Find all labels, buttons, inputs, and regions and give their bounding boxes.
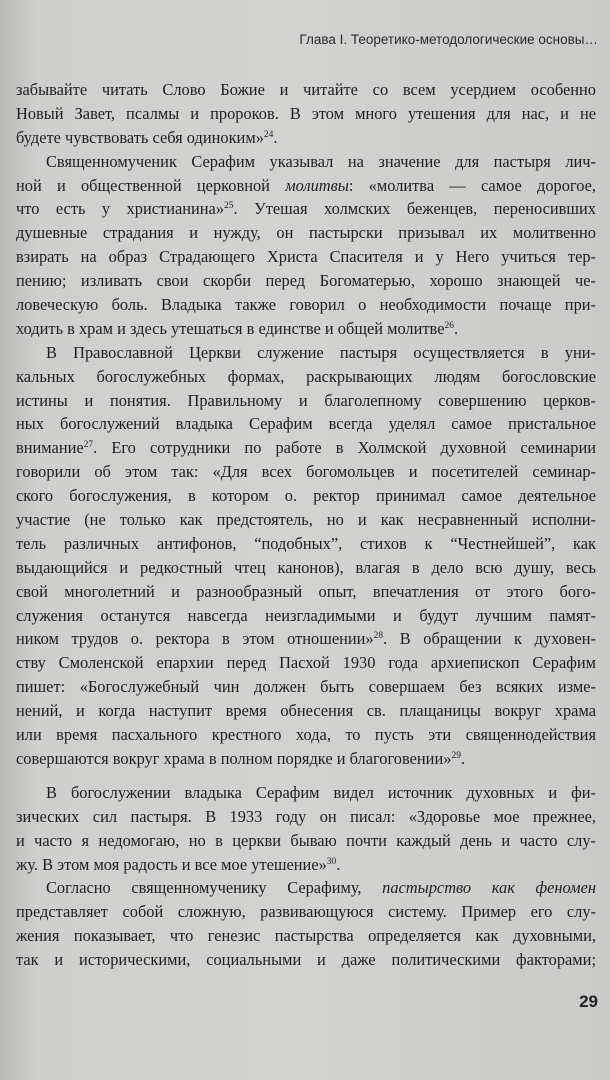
text-run: . Его сотрудники по работе в Холмской духовной семинарии (93, 438, 596, 458)
paragraph (16, 781, 596, 877)
text-line (16, 723, 596, 747)
text-run: забывайте читать Слово Божие и читайте со всем усердием особенно (16, 80, 596, 99)
text-run: Священномученик Серафим указывал на значение для пастыря лич- (46, 151, 596, 171)
paragraph (16, 341, 596, 771)
body-text (16, 78, 596, 972)
text-run: . (273, 127, 278, 147)
text-run: служения останутся навсегда неизгладимыми и будут лучшим памят- (16, 605, 596, 625)
text-line (16, 269, 596, 293)
text-run: пению; изливать свои скорби перед Богоматерью, хорошо знающей че- (16, 271, 596, 291)
text-run: . (453, 318, 459, 338)
text-line (16, 556, 596, 580)
text-line (16, 436, 596, 460)
text-line (16, 221, 596, 245)
text-line (16, 484, 596, 508)
text-line (16, 805, 596, 829)
text-run: зических сил пастыря. В 1933 году он писал: «Здоровье мое прежнее, (16, 806, 596, 826)
text-line (16, 604, 596, 628)
text-run: совершаются вокруг храма в полном порядке и благоговении» (16, 748, 452, 768)
text-line (16, 174, 596, 198)
text-run: так и историческими, социальными и даже политическими факторами; (16, 950, 596, 970)
text-run: В Православной Церкви служение пастыря осуществляется в уни- (46, 342, 596, 362)
text-line (16, 747, 596, 771)
text-line (16, 675, 596, 699)
text-run: душевные страдания и нужду, он пастырски призывал их молитвенно (16, 223, 596, 243)
text-line (16, 876, 596, 900)
text-run: . (336, 854, 341, 874)
text-run: пишет: «Богослужебный чин должен быть совершаем без всяких изме- (16, 677, 596, 697)
emphasis: молитвы (285, 175, 349, 195)
text-line (16, 389, 596, 413)
text-line (16, 651, 596, 675)
footnote-ref: 24 (263, 129, 274, 140)
text-line (16, 197, 596, 221)
text-line (16, 460, 596, 484)
text-line (16, 829, 596, 853)
footnote-ref: 30 (326, 856, 337, 867)
text-run: и часто я недомогаю, но в церкви бываю почти каждый день и часто слу- (16, 830, 596, 850)
text-line (16, 317, 596, 341)
text-line (16, 293, 596, 317)
text-run: ского богослужения, в котором о. ректор принимал самое деятельное (16, 486, 596, 506)
text-line (16, 150, 596, 174)
text-line (16, 948, 596, 972)
text-line (16, 245, 596, 269)
text-line (16, 580, 596, 604)
text-line (16, 853, 596, 877)
paragraph (16, 150, 596, 341)
text-run: . (460, 748, 466, 768)
text-run: кальных богослужебных формах, раскрывающих людям богословские (16, 366, 596, 386)
text-run: В богослужении владыка Серафим видел источник духовных и фи- (46, 782, 596, 802)
text-run: говорили об этом так: «Для всех богомольцев и посетителей семинар- (16, 462, 596, 482)
page-number: 29 (579, 992, 598, 1011)
running-head: Глава I. Теоретико-методологические основы… (299, 32, 598, 47)
text-line (16, 532, 596, 556)
text-run: участие (не только как предстоятель, но и как несравненный исполни- (16, 510, 596, 530)
text-run: представляет собой сложную, развивающуюся систему. Пример его слу- (16, 902, 596, 922)
text-run: ной и общественной церковной (16, 175, 286, 195)
footnote-ref: 25 (224, 201, 234, 212)
paragraph-gap (16, 771, 596, 781)
text-line (16, 924, 596, 948)
text-run: . Утешая холмских беженцев, переносивших (233, 199, 596, 219)
text-run: жу. В этом моя радость и все мое утешение» (16, 854, 327, 874)
footnote-ref: 26 (444, 320, 454, 331)
text-line (16, 78, 596, 102)
text-run: взирать на образ Страдающего Христа Спасителя и у Него учиться тер- (16, 247, 596, 267)
text-run: свой многолетний и разнообразный опыт, впечатления от этого бого- (16, 581, 596, 601)
text-run: внимание (16, 438, 84, 458)
emphasis: пастырство как феномен (382, 878, 596, 898)
text-run: Новый Завет, псалмы и пророков. В этом много утешения для нас, и не (16, 103, 596, 123)
footnote-ref: 29 (451, 750, 461, 761)
text-run: будете чувствовать себя одиноким» (16, 127, 264, 147)
text-line (16, 699, 596, 723)
text-run: ником трудов о. ректора в этом отношении» (16, 629, 374, 649)
text-run: жения показывает, что генезис пастырства определяется как духовными, (16, 926, 596, 946)
text-line (16, 102, 596, 126)
text-run: . В обращении к духовен- (383, 629, 596, 649)
text-run: ловеческую боль. Владыка также говорил о необходимости почаще при- (16, 295, 596, 315)
text-line (16, 341, 596, 365)
text-run: тель различных антифонов, “подобных”, стихов к “Честнейшей”, как (16, 533, 596, 553)
text-run: : «молитва — самое дорогое, (348, 175, 596, 195)
text-run: Согласно священномученику Серафиму, (46, 878, 383, 898)
text-line (16, 508, 596, 532)
text-run: выдающийся и редкостный чтец канонов), влагая в дело всю душу, весь (16, 557, 596, 577)
text-run: истины и понятия. Правильному и благолепному совершению церков- (16, 390, 596, 410)
text-line (16, 900, 596, 924)
text-line (16, 781, 596, 805)
text-run: ных богослужений владыка Серафим всегда уделял самое пристальное (16, 414, 596, 434)
text-run: ству Смоленской епархии перед Пасхой 1930 года архиепископ Серафим (16, 653, 596, 673)
text-line (16, 365, 596, 389)
text-run: нений, и когда наступит время обнесения св. плащаницы вокруг храма (16, 701, 596, 721)
paragraph (16, 876, 596, 972)
text-run: что есть у христианина» (16, 199, 225, 219)
text-line (16, 412, 596, 436)
footnote-ref: 27 (83, 440, 94, 451)
text-line (16, 126, 596, 150)
footnote-ref: 28 (373, 631, 384, 642)
paragraph (16, 78, 596, 150)
text-line (16, 627, 596, 651)
text-run: ходить в храм и здесь утешаться в единстве и общей молитве (16, 318, 445, 338)
text-run: или время пасхального крестного хода, то пусть эти священнодействия (16, 725, 596, 745)
